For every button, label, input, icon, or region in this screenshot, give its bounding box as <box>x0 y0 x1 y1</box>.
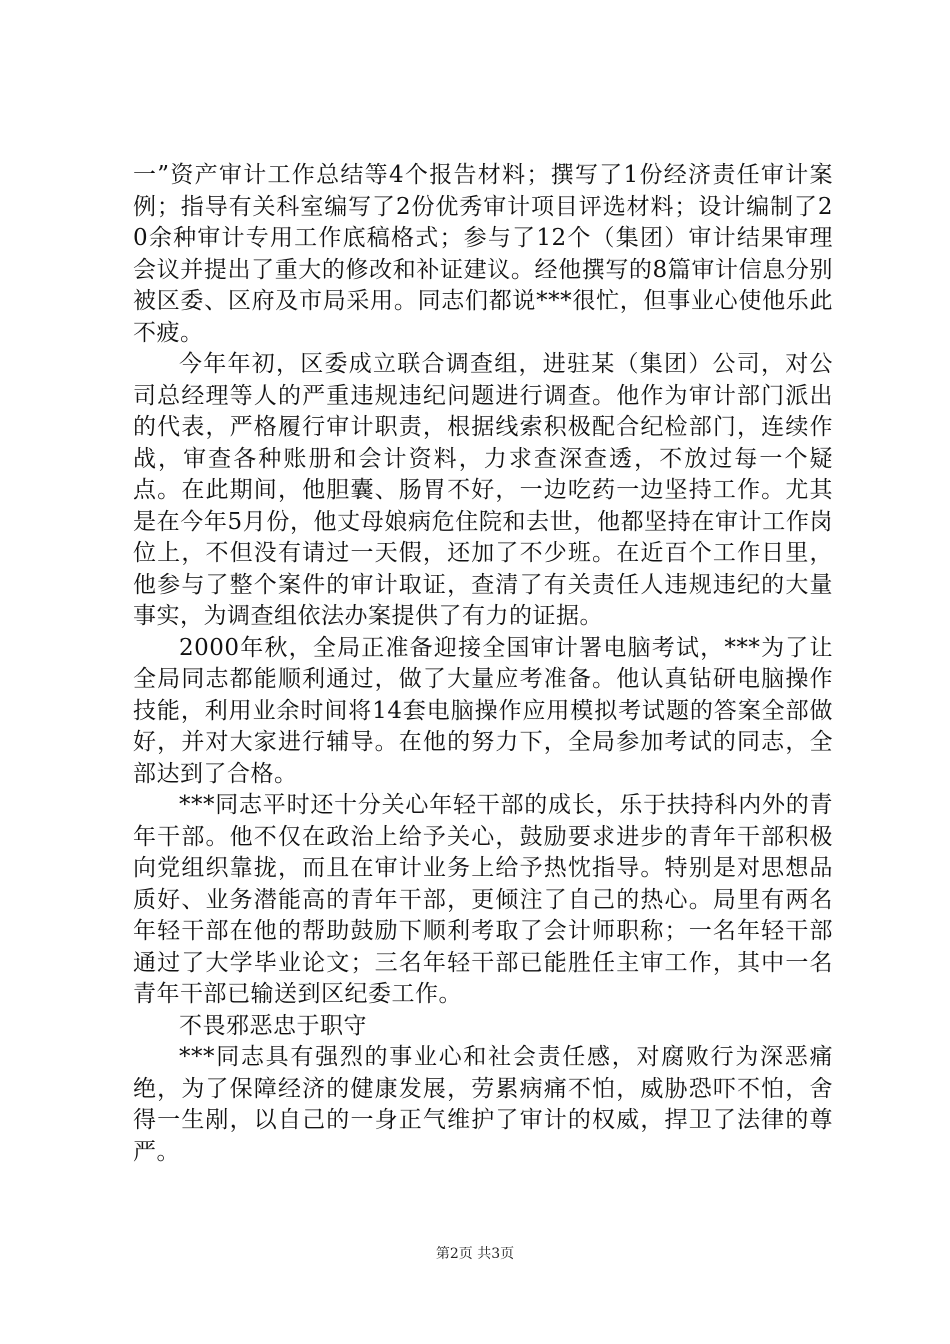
body-paragraph-4: ***同志平时还十分关心年轻干部的成长，乐于扶持科内外的青年干部。他不仅在政治上给予关心，鼓励要求进步的青年干部积极向党组织靠拢，而且在审计业务上给予热忱指导。特别是对思想品质好、业务潜能高的青年干部，更倾注了自己的热心。局里有两名年轻干部在他的帮助鼓励下顺利考取了会计师职称；一名年轻干部通过了大学毕业论文；三名年轻干部已能胜任主审工作，其中一名青年干部已输送到区纪委工作。 <box>133 792 833 1007</box>
body-paragraph-3: 2000年秋，全局正准备迎接全国审计署电脑考试，***为了让全局同志都能顺利通过，做了大量应考准备。他认真钻研电脑操作技能，利用业余时间将14套电脑操作应用模拟考试题的答案全部做好，并对大家进行辅导。在他的努力下，全局参加考试的同志，全部达到了合格。 <box>133 634 833 787</box>
body-paragraph-1: 一”资产审计工作总结等4个报告材料；撰写了1份经济责任审计案例；指导有关科室编写了2份优秀审计项目评选材料；设计编制了20余种审计专用工作底稿格式；参与了12个（集团）审计结果审理会议并提出了重大的修改和补证建议。经他撰写的8篇审计信息分别被区委、区府及市局采用。同志们都说***很忙，但事业心使他乐此不疲。 <box>133 162 833 346</box>
body-paragraph-5: ***同志具有强烈的事业心和社会责任感，对腐败行为深恶痛绝，为了保障经济的健康发展，劳累病痛不怕，威胁恐吓不怕，舍得一生剐，以自己的一身正气维护了审计的权威，捍卫了法律的尊严。 <box>133 1044 833 1165</box>
body-paragraph-2: 今年年初，区委成立联合调查组，进驻某（集团）公司，对公司总经理等人的严重违规违纪问题进行调查。他作为审计部门派出的代表，严格履行审计职责，根据线索积极配合纪检部门，连续作战，审查各种账册和会计资料，力求查深查透，不放过每一个疑点。在此期间，他胆囊、肠胃不好，一边吃药一边坚持工作。尤其是在今年5月份，他丈母娘病危住院和去世，他都坚持在审计工作岗位上，不但没有请过一天假，还加了不少班。在近百个工作日里，他参与了整个案件的审计取证，查清了有关责任人违规违纪的大量事实，为调查组依法办案提供了有力的证据。 <box>133 351 833 629</box>
section-heading: 不畏邪恶忠于职守 <box>179 1012 367 1039</box>
page-number-footer: 第2页 共3页 <box>435 1246 515 1262</box>
document-body <box>133 160 833 1168</box>
